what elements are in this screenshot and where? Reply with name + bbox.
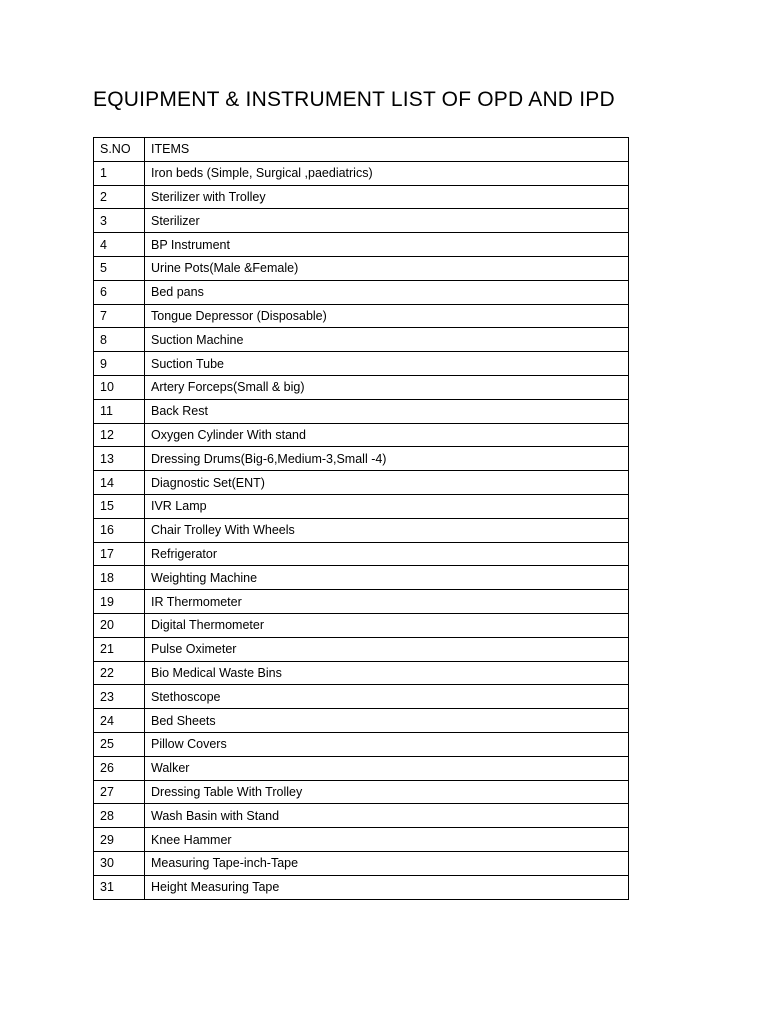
item-cell: Weighting Machine	[145, 566, 629, 590]
sno-cell: 6	[94, 280, 145, 304]
item-cell: Refrigerator	[145, 542, 629, 566]
header-row	[94, 138, 629, 162]
item-cell: Pillow Covers	[145, 732, 629, 756]
item-cell: Digital Thermometer	[145, 613, 629, 637]
item-cell: IVR Lamp	[145, 494, 629, 518]
sno-cell: 1	[94, 161, 145, 185]
sno-cell: 12	[94, 423, 145, 447]
item-cell: Bio Medical Waste Bins	[145, 661, 629, 685]
table-row	[94, 542, 629, 566]
table-row	[94, 780, 629, 804]
item-cell: Diagnostic Set(ENT)	[145, 471, 629, 495]
table-row	[94, 447, 629, 471]
table-row	[94, 185, 629, 209]
table-row	[94, 256, 629, 280]
sno-cell: 3	[94, 209, 145, 233]
sno-cell: 7	[94, 304, 145, 328]
sno-cell: 24	[94, 709, 145, 733]
item-cell: Suction Machine	[145, 328, 629, 352]
equipment-table	[93, 137, 629, 900]
item-cell: Tongue Depressor (Disposable)	[145, 304, 629, 328]
item-cell: Chair Trolley With Wheels	[145, 518, 629, 542]
sno-cell: 26	[94, 756, 145, 780]
sno-cell: 5	[94, 256, 145, 280]
table-row	[94, 590, 629, 614]
sno-cell: 9	[94, 352, 145, 376]
sno-cell: 25	[94, 732, 145, 756]
table-row	[94, 471, 629, 495]
sno-cell: 30	[94, 851, 145, 875]
table-row	[94, 328, 629, 352]
page-title: EQUIPMENT & INSTRUMENT LIST OF OPD AND IPD	[93, 88, 615, 111]
item-cell: Height Measuring Tape	[145, 875, 629, 899]
table-row	[94, 756, 629, 780]
sno-cell: 21	[94, 637, 145, 661]
table-row	[94, 280, 629, 304]
sno-cell: 23	[94, 685, 145, 709]
sno-cell: 28	[94, 804, 145, 828]
table-row	[94, 661, 629, 685]
sno-cell: 31	[94, 875, 145, 899]
item-cell: Sterilizer with Trolley	[145, 185, 629, 209]
item-cell: Wash Basin with Stand	[145, 804, 629, 828]
item-cell: IR Thermometer	[145, 590, 629, 614]
table-row	[94, 399, 629, 423]
item-cell: Measuring Tape-inch-Tape	[145, 851, 629, 875]
sno-cell: 18	[94, 566, 145, 590]
item-cell: Knee Hammer	[145, 828, 629, 852]
item-cell: Iron beds (Simple, Surgical ,paediatrics)	[145, 161, 629, 185]
table-row	[94, 732, 629, 756]
sno-cell: 13	[94, 447, 145, 471]
sno-cell: 22	[94, 661, 145, 685]
sno-cell: 27	[94, 780, 145, 804]
items-column-header: ITEMS	[145, 138, 629, 162]
table-row	[94, 518, 629, 542]
table-row	[94, 352, 629, 376]
table-row	[94, 828, 629, 852]
sno-cell: 10	[94, 375, 145, 399]
item-cell: Suction Tube	[145, 352, 629, 376]
table-body	[94, 161, 629, 899]
table-row	[94, 233, 629, 257]
item-cell: Walker	[145, 756, 629, 780]
table-row	[94, 685, 629, 709]
table-row	[94, 851, 629, 875]
sno-cell: 14	[94, 471, 145, 495]
sno-cell: 4	[94, 233, 145, 257]
table-row	[94, 304, 629, 328]
item-cell: Stethoscope	[145, 685, 629, 709]
table-header	[94, 138, 629, 162]
table-row	[94, 613, 629, 637]
table-row	[94, 423, 629, 447]
item-cell: Back Rest	[145, 399, 629, 423]
sno-cell: 16	[94, 518, 145, 542]
sno-cell: 8	[94, 328, 145, 352]
item-cell: Bed pans	[145, 280, 629, 304]
sno-cell: 11	[94, 399, 145, 423]
item-cell: Urine Pots(Male &Female)	[145, 256, 629, 280]
table-row	[94, 494, 629, 518]
table-row	[94, 209, 629, 233]
sno-cell: 2	[94, 185, 145, 209]
item-cell: Dressing Drums(Big-6,Medium-3,Small -4)	[145, 447, 629, 471]
table-row	[94, 875, 629, 899]
sno-cell: 29	[94, 828, 145, 852]
table-row	[94, 637, 629, 661]
sno-cell: 15	[94, 494, 145, 518]
item-cell: Artery Forceps(Small & big)	[145, 375, 629, 399]
sno-column-header: S.NO	[94, 138, 145, 162]
sno-cell: 19	[94, 590, 145, 614]
table-row	[94, 375, 629, 399]
table-row	[94, 566, 629, 590]
item-cell: Pulse Oximeter	[145, 637, 629, 661]
item-cell: Oxygen Cylinder With stand	[145, 423, 629, 447]
sno-cell: 20	[94, 613, 145, 637]
table-row	[94, 161, 629, 185]
item-cell: BP Instrument	[145, 233, 629, 257]
table-row	[94, 804, 629, 828]
sno-cell: 17	[94, 542, 145, 566]
item-cell: Dressing Table With Trolley	[145, 780, 629, 804]
item-cell: Bed Sheets	[145, 709, 629, 733]
item-cell: Sterilizer	[145, 209, 629, 233]
table-row	[94, 709, 629, 733]
